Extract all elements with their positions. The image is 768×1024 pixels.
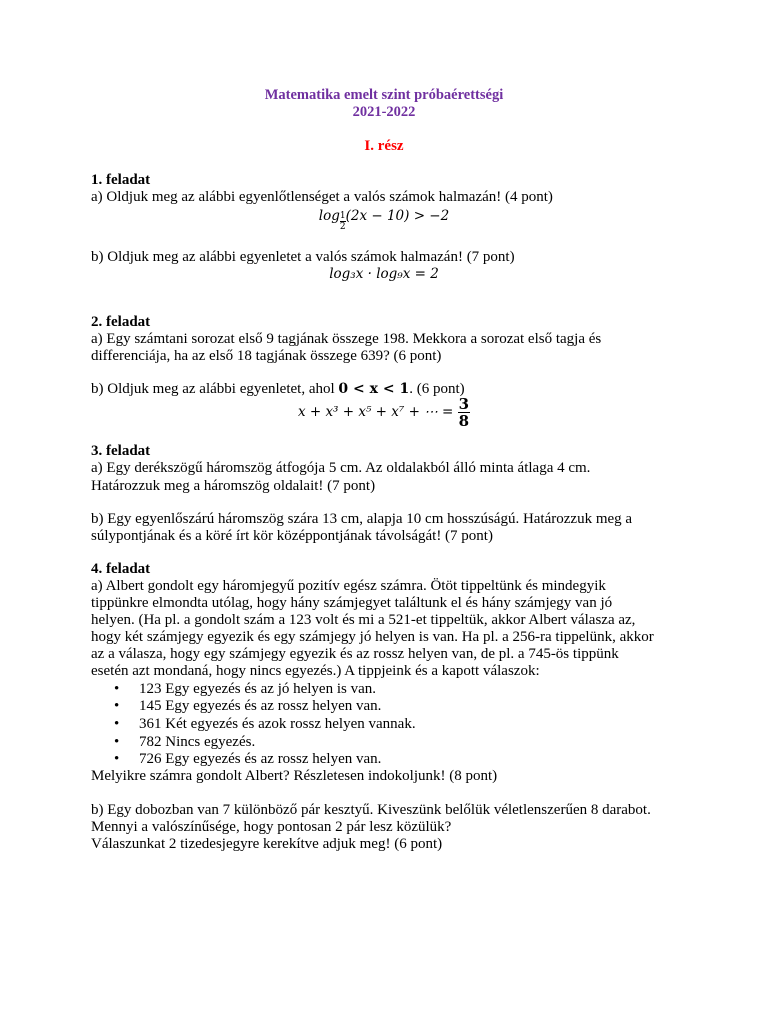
- fraction-numerator: 3: [458, 395, 470, 413]
- task-3b-line-1: b) Egy egyenlőszárú háromszög szára 13 cm, alapja 10 cm hosszúságú. Határozzuk meg a: [91, 511, 633, 527]
- task-2b-pre: b) Oldjuk meg az alábbi egyenletet, ahol: [91, 381, 339, 397]
- task-2a-line-2: differenciája, ha az első 18 tagjának összege 639? (6 pont): [91, 348, 442, 364]
- task-4a-line: helyen. (Ha pl. a gondolt szám a 123 volt és mi a 521-et tippeltük, akkor Albert válasza az,: [91, 612, 636, 628]
- task-1-heading: 1. feladat: [91, 172, 151, 188]
- task-2a-line-1: a) Egy számtani sorozat első 9 tagjának összege 198. Mekkora a sorozat első tagja és: [91, 331, 602, 347]
- task-3-heading: 3. feladat: [91, 443, 151, 459]
- task-4b-line-1: b) Egy dobozban van 7 különböző pár kesztyű. Kiveszünk belőlük véletlenszerűen 8 darabot.: [91, 802, 651, 818]
- task-1b-text: b) Oldjuk meg az alábbi egyenletet a valós számok halmazán! (7 pont): [91, 249, 515, 265]
- bullet-icon: •: [114, 681, 120, 697]
- part-heading: I. rész: [364, 138, 404, 154]
- list-item: 123 Egy egyezés és az jó helyen is van.: [139, 681, 377, 697]
- list-item: 145 Egy egyezés és az rossz helyen van.: [139, 698, 382, 714]
- inequality-rest: (2x − 10) > −2: [345, 208, 450, 224]
- task-4b-line-3: Válaszunkat 2 tizedesjegyre kerekítve adjuk meg! (6 pont): [91, 836, 443, 852]
- fraction-denominator: 8: [458, 412, 470, 430]
- series-fraction: [458, 396, 470, 429]
- bullet-icon: •: [114, 751, 120, 767]
- task-1a-text: a) Oldjuk meg az alábbi egyenlőtlenséget a valós számok halmazán! (4 pont): [91, 189, 553, 205]
- list-item: 726 Egy egyezés és az rossz helyen van.: [139, 751, 382, 767]
- log-symbol: log: [318, 208, 340, 224]
- task-4a-line: esetén azt mondaná, hogy nincs egyezés.) A tippjeink és a kapott válaszok:: [91, 663, 540, 679]
- bullet-icon: •: [114, 716, 120, 732]
- document-title: Matematika emelt szint próbaérettségi: [264, 87, 504, 103]
- task-3b-line-2: súlypontjának és a köré írt kör középpontjának távolságát! (7 pont): [91, 528, 493, 544]
- task-4a-question: Melyikre számra gondolt Albert? Részletesen indokoljunk! (8 pont): [91, 768, 498, 784]
- log-base-num: 1: [339, 211, 346, 221]
- task-4a-line: tippünkre elmondta utólag, hogy hány számjegyet találtunk el és hány számjegy van jó: [91, 595, 613, 611]
- task-2b-post: . (6 pont): [409, 381, 465, 397]
- task-2b-condition: 0 < x < 1: [338, 381, 410, 397]
- task-4a-line: az a válasza, hogy egy számjegy egyezik és az rossz helyen van, de pl. a 745-ös tippünk: [91, 646, 619, 662]
- task-2-heading: 2. feladat: [91, 314, 151, 330]
- list-item: 782 Nincs egyezés.: [139, 734, 256, 750]
- task-2b-formula: [0, 396, 768, 429]
- task-3a-line-1: a) Egy derékszögű háromszög átfogója 5 cm. Az oldalakból álló minta átlaga 4 cm.: [91, 460, 591, 476]
- task-1a-formula: [0, 207, 768, 232]
- document-year: 2021-2022: [352, 104, 416, 120]
- bullet-icon: •: [114, 734, 120, 750]
- bullet-icon: •: [114, 698, 120, 714]
- task-4a-line: a) Albert gondolt egy háromjegyű pozitív egész számra. Ötöt tippeltünk és mindegyik: [91, 578, 606, 594]
- list-item: 361 Két egyezés és azok rossz helyen vannak.: [139, 716, 416, 732]
- task-4b-line-2: Mennyi a valószínűsége, hogy pontosan 2 pár lesz közülük?: [91, 819, 452, 835]
- log-base-den: 2: [339, 222, 346, 232]
- task-4a-line: hogy két számjegy egyezik és egy számjegy jó helyen is van. Ha pl. a 256-ra tippelünk, akkor: [91, 629, 654, 645]
- task-4-heading: 4. feladat: [91, 561, 151, 577]
- task-1b-formula: log₃x · log₉x = 2: [329, 266, 439, 282]
- series-lhs: x + x³ + x⁵ + x⁷ + ⋯ =: [297, 404, 454, 420]
- task-3a-line-2: Határozzuk meg a háromszög oldalait! (7 pont): [91, 478, 376, 494]
